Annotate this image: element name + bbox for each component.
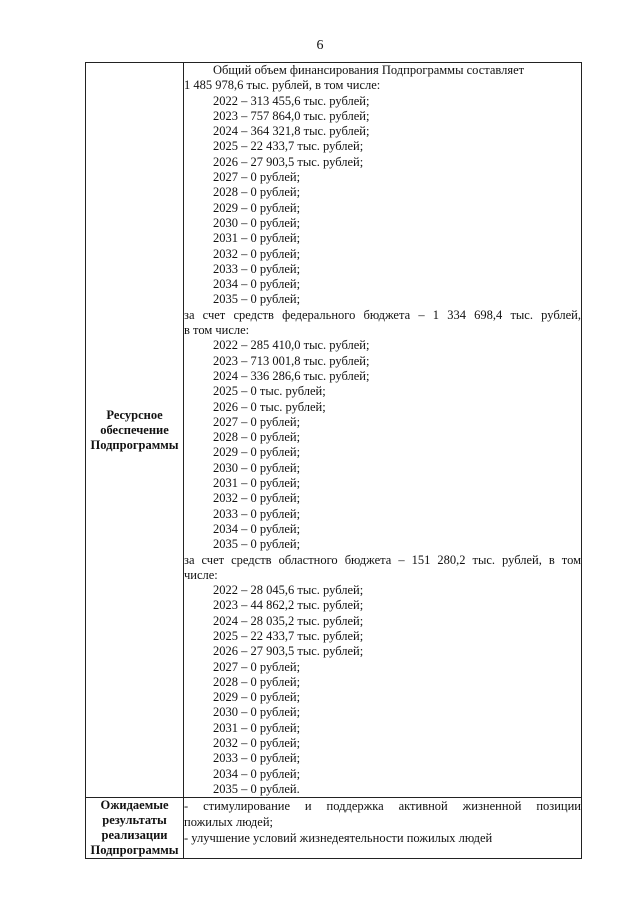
year-item: 2031 – 0 рублей; [213, 231, 301, 246]
year-item: 2031 – 0 рублей; [213, 476, 301, 491]
year-item: 2033 – 0 рублей; [213, 751, 301, 766]
expected-item-line: - стимулирование и поддержка активной жизненной позиции [184, 799, 581, 814]
year-item: 2029 – 0 рублей; [213, 690, 301, 705]
year-item: 2032 – 0 рублей; [213, 246, 301, 261]
year-item: 2029 – 0 рублей; [213, 200, 301, 215]
expected-item-line: - улучшение условий жизнедеятельности пожилых людей [184, 831, 493, 846]
year-item: 2027 – 0 рублей; [213, 659, 301, 674]
year-item: 2024 – 336 286,6 тыс. рублей; [213, 368, 370, 383]
expected-label-line: результаты [102, 813, 167, 828]
year-item: 2030 – 0 рублей; [213, 705, 301, 720]
year-item: 2026 – 27 903,5 тыс. рублей; [213, 154, 364, 169]
year-item: 2034 – 0 рублей; [213, 277, 301, 292]
year-item: 2032 – 0 рублей; [213, 491, 301, 506]
year-item: 2025 – 0 тыс. рублей; [213, 384, 326, 399]
year-item: 2023 – 44 862,2 тыс. рублей; [213, 598, 364, 613]
year-item: 2028 – 0 рублей; [213, 430, 301, 445]
expected-results-row [86, 798, 582, 859]
year-item: 2034 – 0 рублей; [213, 766, 301, 781]
total-years-list [184, 94, 581, 308]
expected-label-line: реализации [101, 828, 168, 843]
total-intro-line: Общий объем финансирования Подпрограммы составляет [213, 63, 525, 77]
regional-intro-line: числе: [184, 567, 218, 582]
year-item: 2031 – 0 рублей; [213, 720, 301, 735]
regional-intro-line: за счет средств областного бюджета – 151 280,2 тыс. рублей, в том [184, 552, 581, 567]
year-item: 2022 – 313 455,6 тыс. рублей; [213, 93, 370, 108]
resource-label-line: обеспечение [100, 422, 169, 437]
year-item: 2028 – 0 рублей; [213, 185, 301, 200]
year-item: 2035 – 0 рублей; [213, 292, 301, 307]
year-item: 2024 – 364 321,8 тыс. рублей; [213, 124, 370, 139]
expected-label-line: Ожидаемые [100, 798, 169, 813]
year-item: 2025 – 22 433,7 тыс. рублей; [213, 139, 364, 154]
federal-years-list [184, 338, 581, 552]
total-intro-line: 1 485 978,6 тыс. рублей, в том числе: [184, 78, 381, 93]
expected-content-cell [184, 798, 582, 859]
expected-item-line: пожилых людей; [184, 815, 273, 830]
resource-label-line: Подпрограммы [90, 437, 179, 452]
year-item: 2034 – 0 рублей; [213, 521, 301, 536]
federal-intro-line: в том числе: [184, 323, 250, 338]
year-item: 2022 – 285 410,0 тыс. рублей; [213, 338, 370, 353]
year-item: 2027 – 0 рублей; [213, 170, 301, 185]
year-item: 2022 – 28 045,6 тыс. рублей; [213, 583, 364, 598]
year-item: 2029 – 0 рублей; [213, 445, 301, 460]
year-item: 2030 – 0 рублей; [213, 215, 301, 230]
federal-intro-line: за счет средств федерального бюджета – 1 334 698,4 тыс. рублей, [184, 307, 581, 322]
resource-label-cell [86, 63, 184, 798]
subprogram-passport-table [85, 62, 582, 859]
year-item: 2024 – 28 035,2 тыс. рублей; [213, 613, 364, 628]
year-item: 2026 – 0 тыс. рублей; [213, 399, 326, 414]
page-number: 6 [316, 38, 324, 53]
year-item: 2023 – 757 864,0 тыс. рублей; [213, 108, 370, 123]
year-item: 2035 – 0 рублей. [213, 781, 300, 796]
year-item: 2032 – 0 рублей; [213, 736, 301, 751]
year-item: 2028 – 0 рублей; [213, 674, 301, 689]
expected-label-line: Подпрограммы [90, 843, 179, 858]
year-item: 2033 – 0 рублей; [213, 506, 301, 521]
expected-label-cell [86, 798, 184, 859]
year-item: 2025 – 22 433,7 тыс. рублей; [213, 628, 364, 643]
year-item: 2030 – 0 рублей; [213, 460, 301, 475]
year-item: 2033 – 0 рублей; [213, 261, 301, 276]
year-item: 2026 – 27 903,5 тыс. рублей; [213, 644, 364, 659]
resource-label-line: Ресурсное [106, 407, 163, 422]
resource-row [86, 63, 582, 798]
year-item: 2027 – 0 рублей; [213, 414, 301, 429]
year-item: 2023 – 713 001,8 тыс. рублей; [213, 353, 370, 368]
regional-years-list [184, 583, 581, 797]
year-item: 2035 – 0 рублей; [213, 537, 301, 552]
resource-content-cell [184, 63, 582, 798]
